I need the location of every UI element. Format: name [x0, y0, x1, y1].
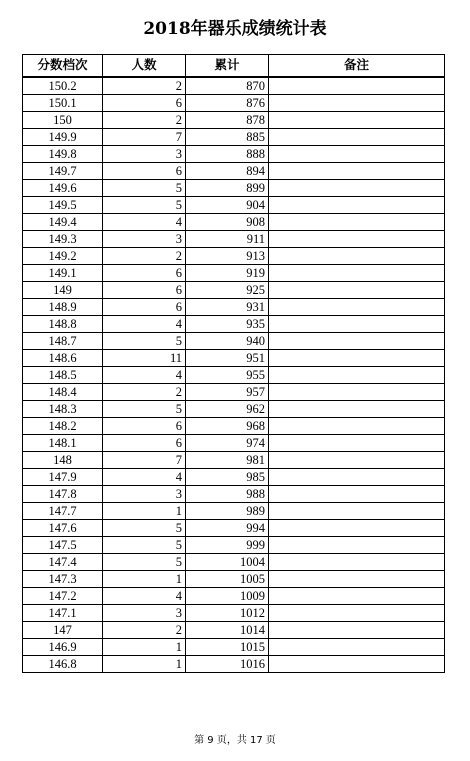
cumulative-cell: 899 [186, 179, 269, 196]
count-cell: 5 [103, 553, 186, 570]
note-cell [269, 77, 445, 95]
note-cell [269, 434, 445, 451]
note-cell [269, 553, 445, 570]
score-cell: 148.7 [23, 332, 103, 349]
cumulative-cell: 908 [186, 213, 269, 230]
score-cell: 149.3 [23, 230, 103, 247]
cumulative-cell: 888 [186, 145, 269, 162]
cumulative-cell: 999 [186, 536, 269, 553]
count-cell: 5 [103, 536, 186, 553]
table-header-row [23, 55, 445, 77]
score-statistics-table [22, 54, 445, 673]
count-cell: 2 [103, 383, 186, 400]
cumulative-cell: 894 [186, 162, 269, 179]
note-cell [269, 111, 445, 128]
count-cell: 6 [103, 264, 186, 281]
table-row [23, 553, 445, 570]
table-row [23, 570, 445, 587]
count-cell: 4 [103, 587, 186, 604]
cumulative-cell: 962 [186, 400, 269, 417]
score-cell: 148.5 [23, 366, 103, 383]
cumulative-cell: 989 [186, 502, 269, 519]
note-cell [269, 264, 445, 281]
count-cell: 5 [103, 332, 186, 349]
note-cell [269, 383, 445, 400]
table-row [23, 485, 445, 502]
score-cell: 149.2 [23, 247, 103, 264]
page-footer: 第 9 页，共 17 页 [194, 735, 276, 746]
score-cell: 149 [23, 281, 103, 298]
cumulative-cell: 988 [186, 485, 269, 502]
table-row [23, 213, 445, 230]
cumulative-cell: 885 [186, 128, 269, 145]
cumulative-cell: 1014 [186, 621, 269, 638]
count-cell: 3 [103, 230, 186, 247]
table-row [23, 264, 445, 281]
table-row [23, 247, 445, 264]
score-cell: 150.1 [23, 94, 103, 111]
note-cell [269, 417, 445, 434]
count-cell: 5 [103, 519, 186, 536]
table-row [23, 621, 445, 638]
note-cell [269, 315, 445, 332]
note-cell [269, 196, 445, 213]
count-cell: 2 [103, 247, 186, 264]
count-cell: 5 [103, 179, 186, 196]
cumulative-cell: 925 [186, 281, 269, 298]
table-row [23, 383, 445, 400]
table-row [23, 179, 445, 196]
table-row [23, 502, 445, 519]
cumulative-cell: 919 [186, 264, 269, 281]
cumulative-cell: 876 [186, 94, 269, 111]
count-cell: 5 [103, 400, 186, 417]
table-row [23, 638, 445, 655]
cumulative-cell: 935 [186, 315, 269, 332]
table-row [23, 655, 445, 672]
table-row [23, 332, 445, 349]
score-cell: 150.2 [23, 77, 103, 95]
table-row [23, 451, 445, 468]
cumulative-cell: 1015 [186, 638, 269, 655]
note-cell [269, 298, 445, 315]
cumulative-cell: 1005 [186, 570, 269, 587]
note-cell [269, 519, 445, 536]
score-cell: 147.2 [23, 587, 103, 604]
table-row [23, 145, 445, 162]
count-cell: 4 [103, 213, 186, 230]
score-cell: 147.8 [23, 485, 103, 502]
count-cell: 7 [103, 451, 186, 468]
count-cell: 6 [103, 298, 186, 315]
header-count: 人数 [103, 55, 186, 77]
note-cell [269, 179, 445, 196]
score-cell: 149.7 [23, 162, 103, 179]
table-body [23, 77, 445, 673]
note-cell [269, 485, 445, 502]
score-cell: 149.1 [23, 264, 103, 281]
note-cell [269, 162, 445, 179]
page-title: 2018年器乐成绩统计表 [143, 19, 327, 39]
table-row [23, 400, 445, 417]
table-row [23, 519, 445, 536]
header-score-level: 分数档次 [23, 55, 103, 77]
cumulative-cell: 955 [186, 366, 269, 383]
header-cumulative: 累计 [186, 55, 269, 77]
score-cell: 149.4 [23, 213, 103, 230]
score-cell: 147.7 [23, 502, 103, 519]
note-cell [269, 502, 445, 519]
score-cell: 146.8 [23, 655, 103, 672]
score-cell: 148.3 [23, 400, 103, 417]
count-cell: 6 [103, 281, 186, 298]
count-cell: 7 [103, 128, 186, 145]
note-cell [269, 451, 445, 468]
note-cell [269, 570, 445, 587]
table-row [23, 281, 445, 298]
cumulative-cell: 951 [186, 349, 269, 366]
cumulative-cell: 985 [186, 468, 269, 485]
cumulative-cell: 957 [186, 383, 269, 400]
table-row [23, 162, 445, 179]
note-cell [269, 128, 445, 145]
note-cell [269, 281, 445, 298]
note-cell [269, 94, 445, 111]
note-cell [269, 400, 445, 417]
count-cell: 3 [103, 604, 186, 621]
score-cell: 147.5 [23, 536, 103, 553]
score-cell: 148.8 [23, 315, 103, 332]
table-row [23, 604, 445, 621]
cumulative-cell: 1004 [186, 553, 269, 570]
table-row [23, 128, 445, 145]
cumulative-cell: 968 [186, 417, 269, 434]
score-cell: 147.9 [23, 468, 103, 485]
count-cell: 11 [103, 349, 186, 366]
score-cell: 148.9 [23, 298, 103, 315]
score-cell: 148.4 [23, 383, 103, 400]
score-cell: 148.1 [23, 434, 103, 451]
score-cell: 147.3 [23, 570, 103, 587]
note-cell [269, 247, 445, 264]
count-cell: 5 [103, 196, 186, 213]
header-note: 备注 [269, 55, 445, 77]
table-row [23, 434, 445, 451]
count-cell: 1 [103, 638, 186, 655]
count-cell: 3 [103, 145, 186, 162]
count-cell: 4 [103, 468, 186, 485]
table-row [23, 366, 445, 383]
cumulative-cell: 981 [186, 451, 269, 468]
note-cell [269, 536, 445, 553]
table-row [23, 230, 445, 247]
table-row [23, 77, 445, 95]
note-cell [269, 604, 445, 621]
note-cell [269, 638, 445, 655]
score-cell: 149.6 [23, 179, 103, 196]
count-cell: 6 [103, 417, 186, 434]
table-row [23, 94, 445, 111]
cumulative-cell: 974 [186, 434, 269, 451]
score-cell: 146.9 [23, 638, 103, 655]
note-cell [269, 145, 445, 162]
score-cell: 148.6 [23, 349, 103, 366]
note-cell [269, 332, 445, 349]
note-cell [269, 230, 445, 247]
count-cell: 6 [103, 94, 186, 111]
score-cell: 150 [23, 111, 103, 128]
score-cell: 149.9 [23, 128, 103, 145]
table-row [23, 196, 445, 213]
note-cell [269, 621, 445, 638]
cumulative-cell: 911 [186, 230, 269, 247]
cumulative-cell: 913 [186, 247, 269, 264]
score-cell: 147.1 [23, 604, 103, 621]
note-cell [269, 587, 445, 604]
count-cell: 2 [103, 77, 186, 95]
table-row [23, 536, 445, 553]
note-cell [269, 655, 445, 672]
score-cell: 149.5 [23, 196, 103, 213]
score-cell: 149.8 [23, 145, 103, 162]
count-cell: 2 [103, 111, 186, 128]
cumulative-cell: 1016 [186, 655, 269, 672]
count-cell: 4 [103, 315, 186, 332]
cumulative-cell: 931 [186, 298, 269, 315]
table-row [23, 298, 445, 315]
note-cell [269, 366, 445, 383]
score-cell: 147.4 [23, 553, 103, 570]
score-cell: 148 [23, 451, 103, 468]
count-cell: 6 [103, 434, 186, 451]
count-cell: 1 [103, 570, 186, 587]
cumulative-cell: 1012 [186, 604, 269, 621]
table-row [23, 417, 445, 434]
cumulative-cell: 904 [186, 196, 269, 213]
count-cell: 3 [103, 485, 186, 502]
count-cell: 2 [103, 621, 186, 638]
table-row [23, 111, 445, 128]
note-cell [269, 468, 445, 485]
table-row [23, 587, 445, 604]
cumulative-cell: 1009 [186, 587, 269, 604]
table-row [23, 468, 445, 485]
cumulative-cell: 870 [186, 77, 269, 95]
cumulative-cell: 940 [186, 332, 269, 349]
table-row [23, 349, 445, 366]
count-cell: 4 [103, 366, 186, 383]
note-cell [269, 349, 445, 366]
cumulative-cell: 994 [186, 519, 269, 536]
table-row [23, 315, 445, 332]
count-cell: 1 [103, 655, 186, 672]
score-cell: 147 [23, 621, 103, 638]
score-cell: 148.2 [23, 417, 103, 434]
score-cell: 147.6 [23, 519, 103, 536]
count-cell: 6 [103, 162, 186, 179]
note-cell [269, 213, 445, 230]
count-cell: 1 [103, 502, 186, 519]
cumulative-cell: 878 [186, 111, 269, 128]
